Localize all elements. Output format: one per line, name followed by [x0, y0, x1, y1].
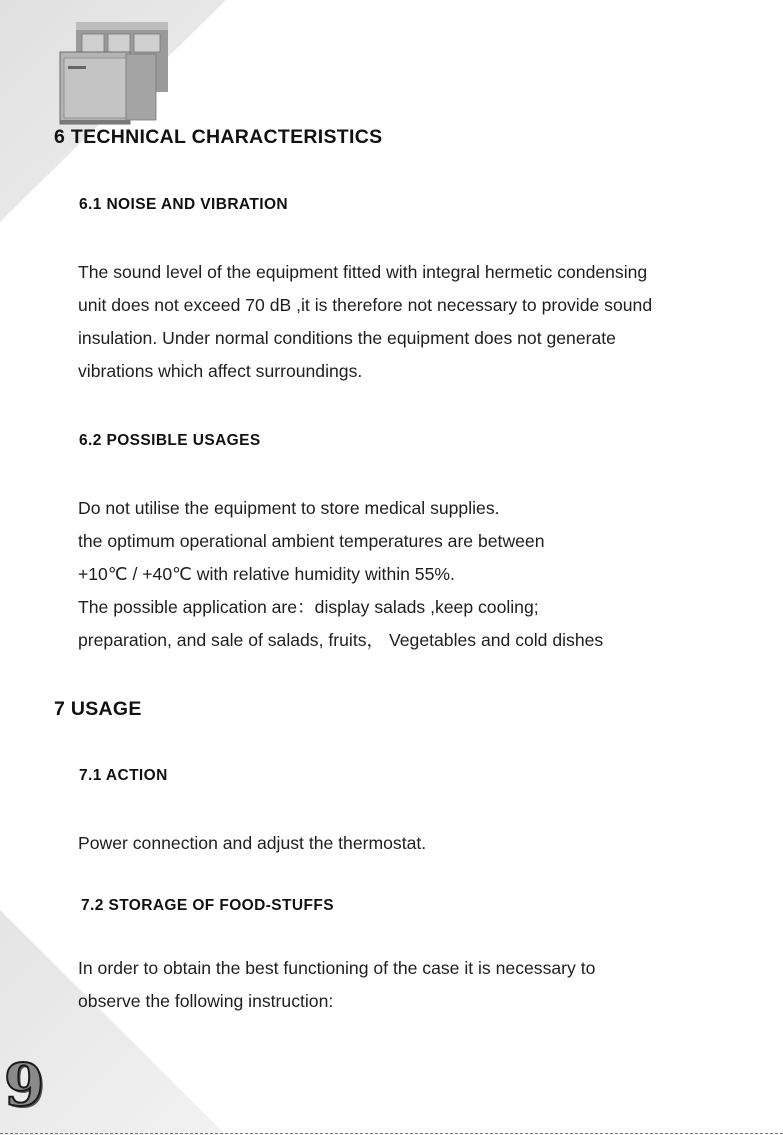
- paragraph-line: In order to obtain the best functioning of the case it is necessary to: [78, 958, 596, 978]
- section-heading-technical-characteristics: 6 TECHNICAL CHARACTERISTICS: [54, 126, 383, 148]
- action-paragraph: [78, 827, 778, 860]
- section-heading-usage: 7 USAGE: [54, 698, 142, 720]
- paragraph-line: insulation. Under normal conditions the equipment does not generate: [78, 328, 616, 348]
- paragraph-line: Do not utilise the equipment to store medical supplies.: [78, 498, 500, 518]
- paragraph-line: +10℃ / +40℃ with relative humidity within 55%.: [78, 564, 455, 584]
- fridge-illustration: [52, 16, 172, 128]
- storage-paragraph: [78, 952, 778, 1018]
- subsection-heading-storage-food-stuffs: 7.2 STORAGE OF FOOD-STUFFS: [81, 897, 334, 914]
- possible-usages-paragraph: [78, 492, 778, 657]
- paragraph-line: unit does not exceed 70 dB ,it is therefore not necessary to provide sound: [78, 295, 653, 315]
- subsection-heading-possible-usages: 6.2 POSSIBLE USAGES: [79, 432, 261, 449]
- paragraph-line: The possible application are：display salads ,keep cooling;: [78, 597, 539, 617]
- paragraph-line: preparation, and sale of salads, fruits， Vegetables and cold dishes: [78, 630, 604, 650]
- page-number: 9: [4, 1051, 45, 1119]
- subsection-heading-noise-vibration: 6.1 NOISE AND VIBRATION: [79, 196, 289, 213]
- noise-vibration-paragraph: [78, 256, 778, 388]
- bottom-dashed-rule: [0, 1133, 783, 1134]
- paragraph-line: observe the following instruction:: [78, 991, 334, 1011]
- paragraph-line: the optimum operational ambient temperatures are between: [78, 531, 545, 551]
- paragraph-line: The sound level of the equipment fitted with integral hermetic condensing: [78, 262, 648, 282]
- paragraph-line: Power connection and adjust the thermostat.: [78, 833, 427, 853]
- subsection-heading-action: 7.1 ACTION: [79, 767, 168, 784]
- paragraph-line: vibrations which affect surroundings.: [78, 361, 363, 381]
